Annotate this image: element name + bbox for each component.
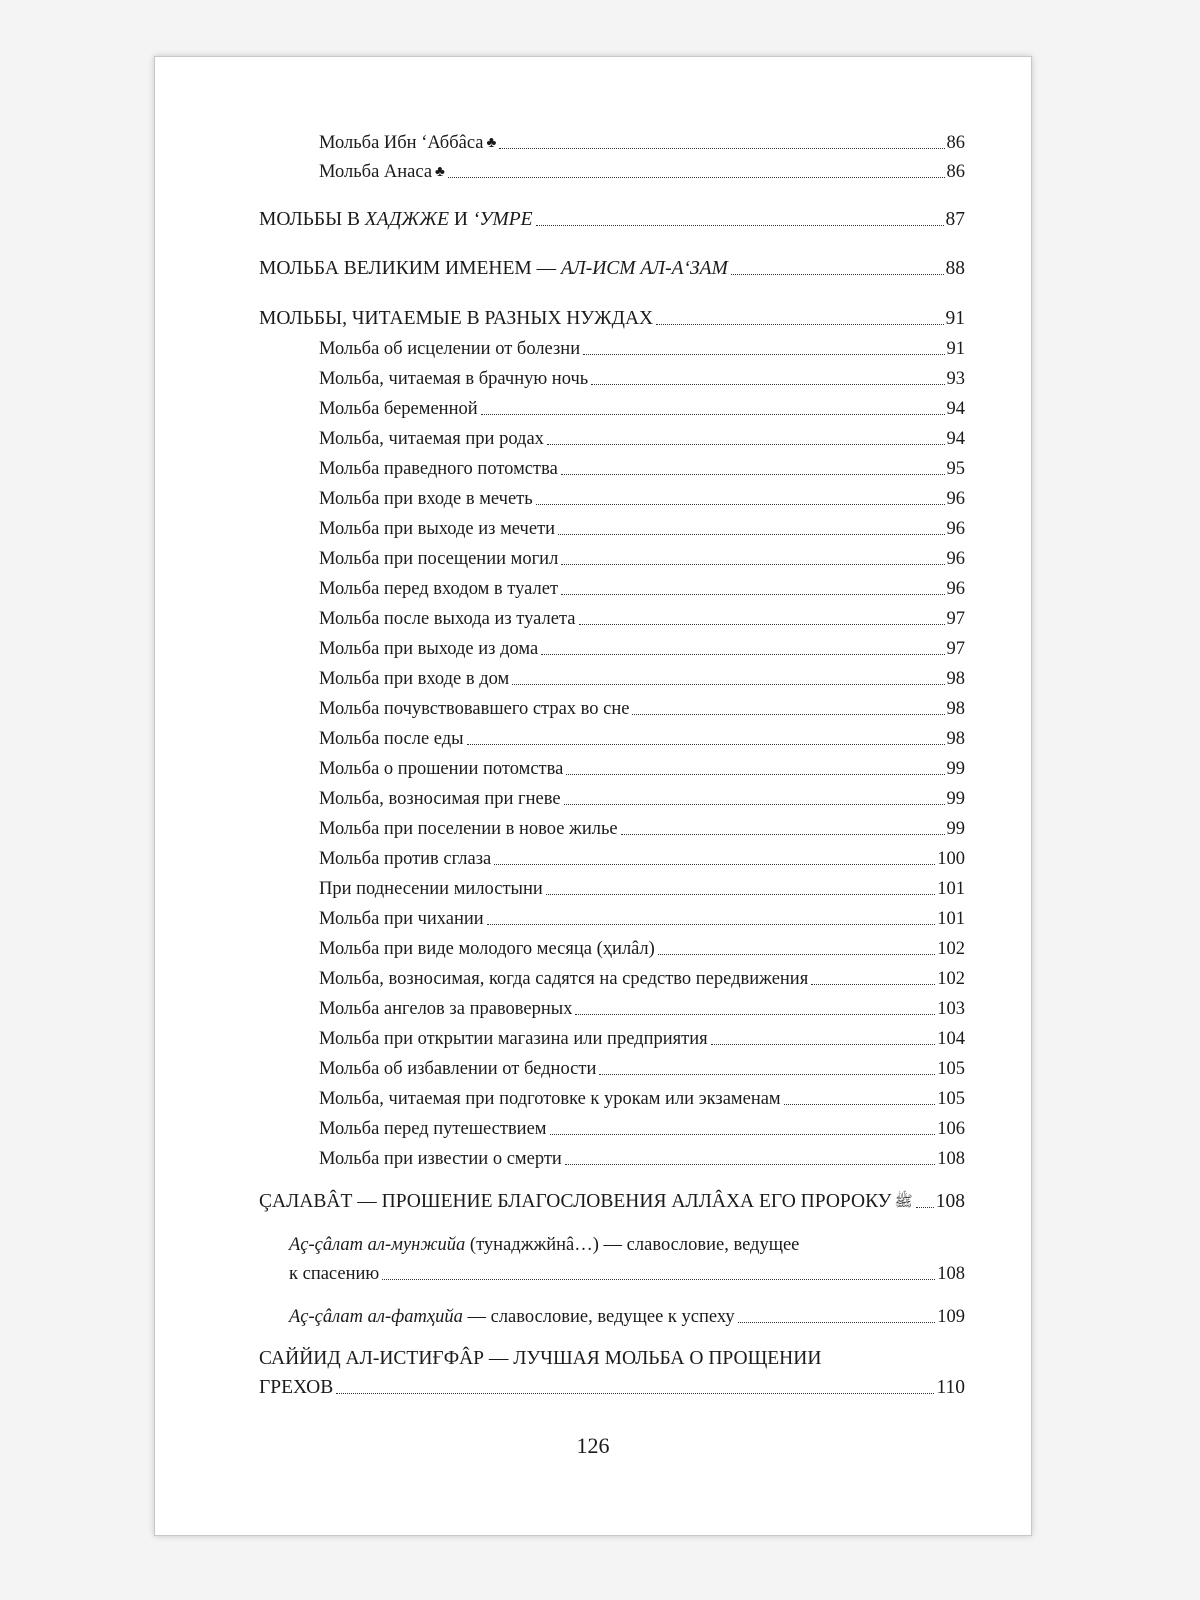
toc-title: Мольба при чихании bbox=[319, 909, 484, 929]
toc-page-number: 100 bbox=[937, 849, 965, 869]
toc-entry bbox=[319, 458, 965, 480]
leader-dots bbox=[731, 274, 944, 275]
toc-title: Мольба Ибн ʻАббâса bbox=[319, 133, 484, 153]
leader-dots bbox=[565, 1164, 935, 1165]
toc-title-rest: (тунаджжйнâ…) — славословие, ведущее bbox=[465, 1235, 800, 1255]
toc-section-heading bbox=[259, 1377, 965, 1399]
toc-title: Мольба при поселении в новое жилье bbox=[319, 819, 618, 839]
toc-title: Мольба о прошении потомства bbox=[319, 759, 564, 779]
leader-dots bbox=[541, 654, 944, 655]
toc-page-number: 97 bbox=[946, 639, 965, 659]
toc-title: Мольба при входе в мечеть bbox=[319, 489, 533, 509]
toc-entry bbox=[319, 1088, 965, 1110]
toc-title: Мольба, читаемая при подготовке к урокам или экзаменам bbox=[319, 1089, 781, 1109]
toc-title: ÇАЛАВÂТ — ПРОШЕНИЕ БЛАГОСЛОВЕНИЯ АЛЛÂХА ЕГО ПРОРОКУ bbox=[259, 1191, 892, 1212]
toc-page-number: 96 bbox=[946, 579, 965, 599]
leader-dots bbox=[550, 1134, 936, 1135]
toc-entry bbox=[319, 998, 965, 1020]
leader-dots bbox=[916, 1207, 934, 1208]
toc-entry bbox=[319, 908, 965, 930]
toc-page-number: 97 bbox=[946, 609, 965, 629]
page-number: 126 bbox=[576, 1433, 610, 1458]
toc-page-number: 91 bbox=[945, 308, 965, 329]
toc-page-number: 88 bbox=[945, 258, 965, 279]
toc-page-number: 99 bbox=[946, 759, 965, 779]
leader-dots bbox=[336, 1393, 934, 1394]
toc-title: Мольба об избавлении от бедности bbox=[319, 1059, 597, 1079]
leader-dots bbox=[448, 177, 945, 178]
toc-page-number: 94 bbox=[946, 399, 965, 419]
book-page bbox=[154, 56, 1032, 1536]
toc-entry bbox=[319, 161, 965, 183]
companion-mark-icon: ♣ bbox=[486, 135, 497, 151]
leader-dots bbox=[481, 414, 945, 415]
toc-page-number: 98 bbox=[946, 699, 965, 719]
leader-dots bbox=[738, 1322, 936, 1323]
leader-dots bbox=[512, 684, 944, 685]
toc-title: Мольба при виде молодого месяца (ҳилâл) bbox=[319, 939, 655, 959]
toc-entry bbox=[319, 788, 965, 810]
leader-dots bbox=[494, 864, 935, 865]
toc-page-number: 109 bbox=[937, 1307, 965, 1327]
toc-title: МОЛЬБЫ В ХАДЖЖЕ И ʻУМРЕ bbox=[259, 209, 533, 230]
toc-title: Мольба, возносимая, когда садятся на средство передвижения bbox=[319, 969, 809, 989]
toc-title: к спасению bbox=[289, 1264, 380, 1284]
toc-page-number: 95 bbox=[946, 459, 965, 479]
leader-dots bbox=[632, 714, 944, 715]
toc-section-heading bbox=[259, 308, 965, 330]
toc-entry bbox=[319, 368, 965, 390]
toc-entry bbox=[319, 848, 965, 870]
toc-page-number: 108 bbox=[937, 1264, 965, 1284]
toc-page-number: 108 bbox=[937, 1149, 965, 1169]
toc-page-number: 96 bbox=[946, 489, 965, 509]
leader-dots bbox=[547, 444, 945, 445]
toc-page-number: 102 bbox=[937, 969, 965, 989]
toc-page-number: 102 bbox=[937, 939, 965, 959]
leader-dots bbox=[558, 534, 944, 535]
toc-page-number: 105 bbox=[937, 1089, 965, 1109]
toc-page-number: 98 bbox=[946, 729, 965, 749]
leader-dots bbox=[546, 894, 935, 895]
toc-title: Мольба при открытии магазина или предприятия bbox=[319, 1029, 708, 1049]
leader-dots bbox=[487, 924, 936, 925]
leader-dots bbox=[536, 225, 944, 226]
leader-dots bbox=[784, 1104, 936, 1105]
leader-dots bbox=[711, 1044, 936, 1045]
toc-title: Мольба, читаемая в брачную ночь bbox=[319, 369, 589, 389]
toc-title: МОЛЬБЫ, ЧИТАЕМЫЕ В РАЗНЫХ НУЖДАХ bbox=[259, 308, 654, 329]
toc-page-number: 87 bbox=[945, 209, 965, 230]
toc-title: Мольба, читаемая при родах bbox=[319, 429, 544, 449]
toc-page-number: 101 bbox=[937, 879, 965, 899]
toc-title: Мольба перед входом в туалет bbox=[319, 579, 559, 599]
toc-entry bbox=[319, 608, 965, 630]
leader-dots bbox=[536, 504, 945, 505]
toc-entry bbox=[319, 1028, 965, 1050]
leader-dots bbox=[467, 744, 945, 745]
toc-entry bbox=[319, 758, 965, 780]
toc-page-number: 104 bbox=[937, 1029, 965, 1049]
toc-title: Мольба при выходе из мечети bbox=[319, 519, 556, 539]
leader-dots bbox=[811, 984, 935, 985]
leader-dots bbox=[621, 834, 945, 835]
toc-page-number: 94 bbox=[946, 429, 965, 449]
toc-page-number: 96 bbox=[946, 549, 965, 569]
toc-page-number: 105 bbox=[937, 1059, 965, 1079]
toc-page-number: 99 bbox=[946, 789, 965, 809]
toc-page-number: 86 bbox=[946, 162, 965, 182]
toc-page-number: 103 bbox=[937, 999, 965, 1019]
toc-page-number: 96 bbox=[946, 519, 965, 539]
toc-section-heading bbox=[259, 209, 965, 231]
toc-entry bbox=[319, 638, 965, 660]
toc-entry bbox=[319, 938, 965, 960]
toc-entry bbox=[319, 132, 965, 154]
toc-title: Мольба при выходе из дома bbox=[319, 639, 539, 659]
toc-section-heading bbox=[259, 258, 965, 280]
leader-dots bbox=[656, 324, 943, 325]
leader-dots bbox=[658, 954, 935, 955]
toc-entry-first-line bbox=[289, 1234, 799, 1256]
toc-entry bbox=[319, 488, 965, 510]
toc-title: ГРЕХОВ bbox=[259, 1377, 334, 1398]
toc-entry bbox=[289, 1263, 965, 1285]
toc-section-heading-first-line: САЙЙИД АЛ-ИСТИҒФÂР — ЛУЧШАЯ МОЛЬБА О ПРОЩЕНИИ bbox=[259, 1348, 822, 1369]
toc-title: Мольба Анаса bbox=[319, 162, 433, 182]
toc-entry bbox=[319, 668, 965, 690]
toc-page-number: 91 bbox=[946, 339, 965, 359]
toc-title: МОЛЬБА ВЕЛИКИМ ИМЕНЕМ — АЛ-ИСМ АЛ-АʻЗАМ bbox=[259, 258, 728, 279]
toc-entry bbox=[319, 428, 965, 450]
toc-page-number: 110 bbox=[936, 1377, 965, 1398]
toc-title: Мольба ангелов за правоверных bbox=[319, 999, 573, 1019]
toc-title: Мольба, возносимая при гневе bbox=[319, 789, 561, 809]
toc-entry bbox=[319, 728, 965, 750]
toc-entry bbox=[319, 878, 965, 900]
companion-mark-icon: ♣ bbox=[435, 164, 445, 180]
toc-entry bbox=[289, 1306, 965, 1328]
toc-section-heading bbox=[259, 1191, 965, 1213]
toc-entry bbox=[319, 1148, 965, 1170]
toc-page-number: 101 bbox=[937, 909, 965, 929]
toc-entry bbox=[319, 1118, 965, 1140]
toc-title: Мольба беременной bbox=[319, 399, 478, 419]
leader-dots bbox=[579, 624, 945, 625]
toc-title: Мольба при посещении могил bbox=[319, 549, 559, 569]
toc-title: Мольба при известии о смерти bbox=[319, 1149, 562, 1169]
toc-entry bbox=[319, 818, 965, 840]
toc-entry bbox=[319, 1058, 965, 1080]
toc-title: Мольба после выхода из туалета bbox=[319, 609, 576, 629]
toc-title: Аç-çâлат ал-фатҳийа — славословие, ведущее к успеху bbox=[289, 1307, 735, 1327]
toc-entry bbox=[319, 698, 965, 720]
leader-dots bbox=[382, 1279, 935, 1280]
toc-page-number: 93 bbox=[946, 369, 965, 389]
leader-dots bbox=[561, 594, 944, 595]
toc-title: Мольба при входе в дом bbox=[319, 669, 510, 689]
toc-entry bbox=[319, 518, 965, 540]
toc-title: Мольба после еды bbox=[319, 729, 464, 749]
salawat-mark-icon: ﷺ bbox=[894, 1194, 913, 1210]
toc-title: Мольба против сглаза bbox=[319, 849, 492, 869]
leader-dots bbox=[591, 384, 944, 385]
toc-title: Мольба об исцелении от болезни bbox=[319, 339, 581, 359]
toc-entry bbox=[319, 398, 965, 420]
leader-dots bbox=[583, 354, 944, 355]
toc-title: Мольба почувствовавшего страх во сне bbox=[319, 699, 630, 719]
leader-dots bbox=[564, 804, 945, 805]
toc-page-number: 108 bbox=[935, 1191, 965, 1212]
toc-page-number: 106 bbox=[937, 1119, 965, 1139]
toc-entry bbox=[319, 578, 965, 600]
toc-page-number: 86 bbox=[946, 133, 965, 153]
toc-title-italic: Аç-çâлат ал-мунжийа bbox=[289, 1235, 466, 1255]
toc-title: При поднесении милостыни bbox=[319, 879, 543, 899]
toc-title: Мольба перед путешествием bbox=[319, 1119, 547, 1139]
toc-entry bbox=[319, 548, 965, 570]
leader-dots bbox=[575, 1014, 935, 1015]
leader-dots bbox=[561, 564, 944, 565]
leader-dots bbox=[566, 774, 944, 775]
toc-page-number: 98 bbox=[946, 669, 965, 689]
toc-entry bbox=[319, 338, 965, 360]
toc-title: Мольба праведного потомства bbox=[319, 459, 558, 479]
leader-dots bbox=[499, 148, 944, 149]
leader-dots bbox=[561, 474, 945, 475]
toc-entry bbox=[319, 968, 965, 990]
leader-dots bbox=[599, 1074, 935, 1075]
toc-page-number: 99 bbox=[946, 819, 965, 839]
